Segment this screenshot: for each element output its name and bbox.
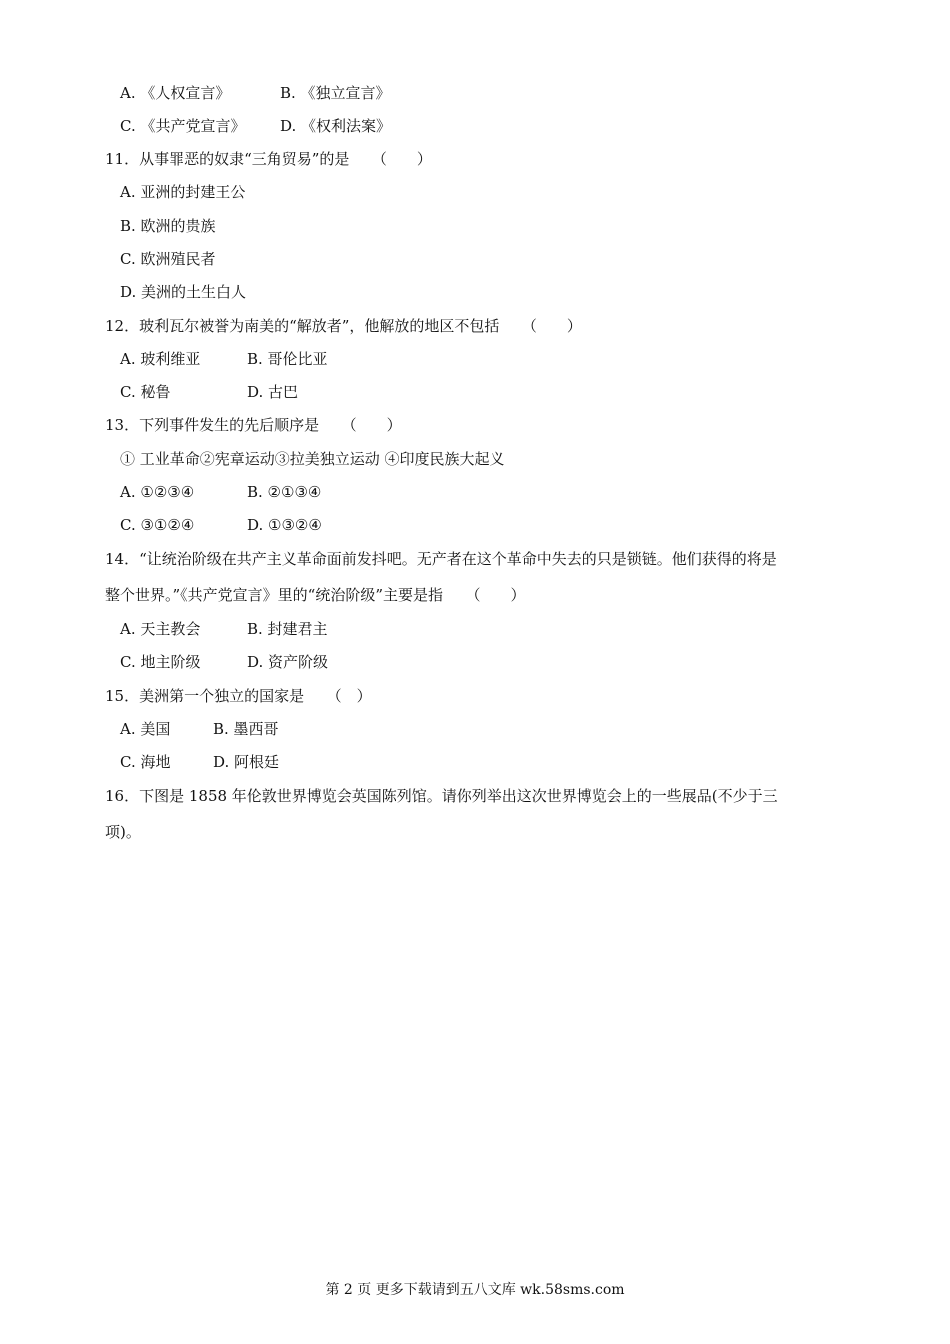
q13-option-d: D. ①③②④ <box>247 516 322 534</box>
q11-option-d: D. 美洲的土生白人 <box>120 283 247 301</box>
q15-stem: 15．美洲第一个独立的国家是 （ ） <box>105 687 372 705</box>
q16-stem-line2: 项)。 <box>105 823 141 841</box>
q13-option-c: C. ③①②④ <box>120 516 195 534</box>
q14-option-b: B. 封建君主 <box>247 620 328 638</box>
page-footer: 第 2 页 更多下载请到五八文库 wk.58sms.com <box>325 1282 625 1298</box>
q16-stem-line1: 16．下图是 1858 年伦敦世界博览会英国陈列馆。请你列举出这次世界博览会上的一些展品(不少于三 <box>105 787 778 805</box>
q12-stem: 12．玻利瓦尔被誉为南美的“解放者”，他解放的地区不包括 （ ） <box>105 317 582 335</box>
q14-option-c: C. 地主阶级 <box>120 653 201 671</box>
q13-option-a: A. ①②③④ <box>120 483 195 501</box>
q12-option-b: B. 哥伦比亚 <box>247 350 328 368</box>
q15-option-b: B. 墨西哥 <box>213 720 279 738</box>
q14-option-d: D. 资产阶级 <box>247 653 329 671</box>
q13-option-b: B. ②①③④ <box>247 483 322 501</box>
q14-option-a: A. 天主教会 <box>120 620 201 638</box>
q10-option-d: D. 《权利法案》 <box>280 117 392 135</box>
q12-option-c: C. 秘鲁 <box>120 383 171 401</box>
q10-option-a: A. 《人权宣言》 <box>120 84 231 102</box>
q10-option-b: B. 《独立宣言》 <box>280 84 391 102</box>
q14-stem-line2: 整个世界。”《共产党宣言》里的“统治阶级”主要是指 （ ） <box>105 586 526 604</box>
q15-option-d: D. 阿根廷 <box>213 753 280 771</box>
q10-option-c: C. 《共产党宣言》 <box>120 117 246 135</box>
q13-stem: 13．下列事件发生的先后顺序是 （ ） <box>105 416 402 434</box>
q11-option-a: A. 亚洲的封建王公 <box>120 183 246 201</box>
q11-option-c: C. 欧洲殖民者 <box>120 250 216 268</box>
q15-option-c: C. 海地 <box>120 753 171 771</box>
q12-option-a: A. 玻利维亚 <box>120 350 201 368</box>
q15-option-a: A. 美国 <box>120 720 171 738</box>
q13-items: ① 工业革命②宪章运动③拉美独立运动 ④印度民族大起义 <box>120 450 505 468</box>
q11-option-b: B. 欧洲的贵族 <box>120 217 216 235</box>
q11-stem: 11．从事罪恶的奴隶“三角贸易”的是 （ ） <box>105 150 432 168</box>
q14-stem-line1: 14．“让统治阶级在共产主义革命面前发抖吧。无产者在这个革命中失去的只是锁链。他们获得的将是 <box>105 550 777 568</box>
q12-option-d: D. 古巴 <box>247 383 299 401</box>
